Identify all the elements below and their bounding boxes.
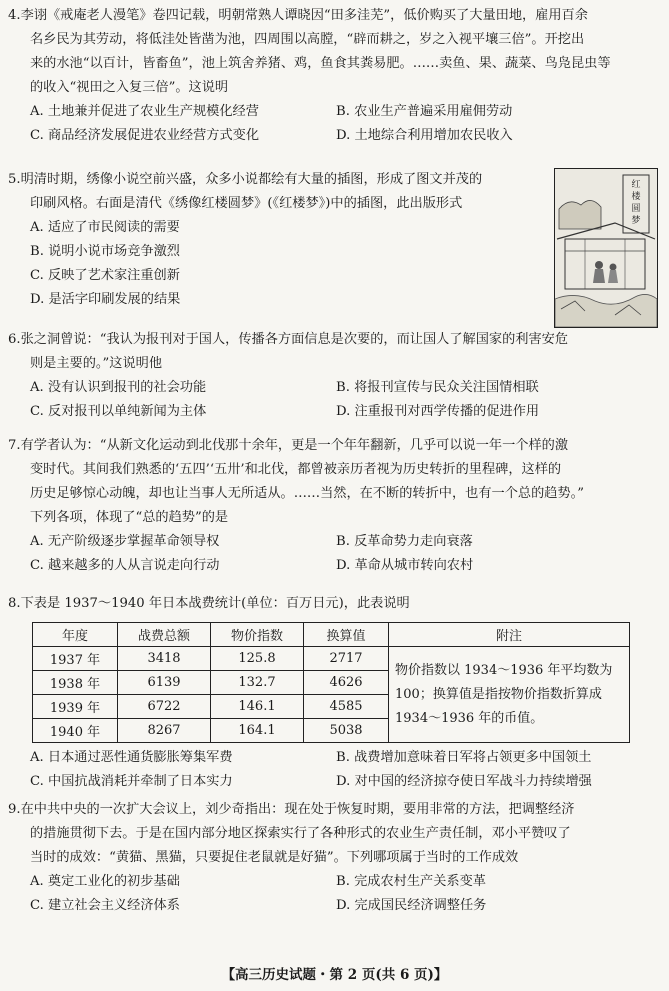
option-5b[interactable]: B. 说明小说市场竞争激烈 [30, 244, 180, 259]
question-9-options-row-2 [8, 894, 658, 918]
question-6-line-2: 则是主要的。”这说明他 [30, 356, 163, 371]
option-6d[interactable]: D. 注重报刊对西学传播的促进作用 [336, 404, 540, 419]
table-header-price-index: 物价指数 [211, 623, 304, 647]
question-7-line-1: 7.有学者认为：“从新文化运动到北伐那十余年，更是一个年年翻新，几乎可以说一年一个样的激 [8, 438, 569, 453]
table-header-total: 战费总额 [118, 623, 211, 647]
option-8a[interactable]: A. 日本通过恶性通货膨胀筹集军费 [30, 750, 233, 765]
table-header-year: 年度 [33, 623, 118, 647]
table-note-line-1: 物价指数以 1934～1936 年平均数为 [395, 662, 613, 678]
table-cell: 4585 [304, 695, 389, 719]
table-cell: 1939 年 [33, 695, 118, 719]
option-7a[interactable]: A. 无产阶级逐步掌握革命领导权 [30, 534, 220, 549]
option-4c[interactable]: C. 商品经济发展促进农业经营方式变化 [30, 128, 260, 143]
question-7-line-4: 下列各项，体现了“总的趋势”的是 [30, 510, 229, 525]
question-9 [8, 798, 658, 918]
question-7-line-3: 历史足够惊心动魄，却也让当事人无所适从。……当然，在不断的转折中，也有一个总的趋势。” [30, 486, 585, 501]
option-6c[interactable]: C. 反对报刊以单纯新闻为主体 [30, 404, 207, 419]
table-cell: 164.1 [211, 719, 304, 743]
table-row [33, 647, 630, 671]
option-6b[interactable]: B. 将报刊宣传与民众关注国情相联 [336, 380, 539, 395]
table-cell: 3418 [118, 647, 211, 671]
question-6 [8, 328, 658, 424]
question-4-line-3: 来的水池“以百计，皆畜鱼”，池上筑舍养猪、鸡，鱼食其粪易肥。……卖鱼、果、蔬菜、鸟凫昆虫等 [30, 56, 611, 71]
table-cell: 125.8 [211, 647, 304, 671]
question-8-options-row-1 [8, 746, 658, 770]
question-6-options-row-2 [8, 400, 658, 424]
question-8-options [8, 746, 658, 794]
question-4-line-1: 4.李诩《戒庵老人漫笔》卷四记载，明朝常熟人谭晓因“田多洼芜”，低价购买了大量田地，雇用百余 [8, 8, 588, 23]
question-9-line-3: 当时的成效：“黄猫、黑猫，只要捉住老鼠就是好猫”。下列哪项属于当时的工作成效 [30, 850, 519, 865]
novel-illustration-image [554, 168, 658, 328]
question-4-options-row-1 [8, 100, 658, 124]
table-note-line-3: 1934～1936 年的币值。 [395, 710, 544, 726]
option-5c[interactable]: C. 反映了艺术家注重创新 [30, 268, 180, 283]
table-cell: 1938 年 [33, 671, 118, 695]
question-6-line-1: 6.张之洞曾说：“我认为报刊对于国人，传播各方面信息是次要的，而让国人了解国家的利害安危 [8, 332, 569, 347]
option-9b[interactable]: B. 完成农村生产关系变革 [336, 874, 486, 889]
table-header-note: 附注 [389, 623, 630, 647]
question-4-line-4: 的收入“视田之入复三倍”。这说明 [30, 80, 229, 95]
table-cell: 4626 [304, 671, 389, 695]
option-5d[interactable]: D. 是活字印刷发展的结果 [30, 292, 181, 307]
option-8b[interactable]: B. 战费增加意味着日军将占领更多中国领土 [336, 750, 592, 765]
question-5-line-2: 印刷风格。右面是清代《绣像红楼圆梦》(《红楼梦》)中的插图，此出版形式 [30, 196, 463, 211]
table-header-row [33, 623, 630, 647]
question-9-line-1: 9.在中共中央的一次扩大会议上，刘少奇指出：现在处于恢复时期，要用非常的方法，把调整经济 [8, 802, 575, 817]
question-9-options-row-1 [8, 870, 658, 894]
table-cell: 1940 年 [33, 719, 118, 743]
table-cell: 1937 年 [33, 647, 118, 671]
table-cell: 2717 [304, 647, 389, 671]
illustration-caption-2: 楼 [631, 192, 641, 202]
page-footer: 【高三历史试题・第 2 页(共 6 页)】 [221, 967, 448, 983]
illustration-caption-1: 红 [631, 180, 641, 190]
option-4b[interactable]: B. 农业生产普遍采用雇佣劳动 [336, 104, 513, 119]
option-7d[interactable]: D. 革命从城市转向农村 [336, 558, 474, 573]
question-8 [8, 592, 658, 616]
illustration-drawing [555, 169, 657, 327]
table-cell: 6139 [118, 671, 211, 695]
question-6-options-row-1 [8, 376, 658, 400]
option-4a[interactable]: A. 土地兼并促进了农业生产规模化经营 [30, 104, 259, 119]
option-9c[interactable]: C. 建立社会主义经济体系 [30, 898, 180, 913]
option-7b[interactable]: B. 反革命势力走向衰落 [336, 534, 473, 549]
question-4 [8, 4, 658, 148]
option-9a[interactable]: A. 奠定工业化的初步基础 [30, 874, 180, 889]
illustration-caption-4: 梦 [631, 216, 641, 226]
question-8-line-1: 8.下表是 1937～1940 年日本战费统计(单位：百万日元)，此表说明 [8, 596, 410, 611]
question-8-options-row-2 [8, 770, 658, 794]
table-cell: 5038 [304, 719, 389, 743]
option-8d[interactable]: D. 对中国的经济掠夺使日军战斗力持续增强 [336, 774, 592, 789]
table-note-line-2: 100；换算值是指按物价指数折算成 [395, 686, 602, 702]
table-header-converted: 换算值 [304, 623, 389, 647]
question-4-options-row-2 [8, 124, 658, 148]
question-7 [8, 434, 658, 578]
table-cell: 8267 [118, 719, 211, 743]
option-6a[interactable]: A. 没有认识到报刊的社会功能 [30, 380, 207, 395]
question-4-line-2: 名乡民为其劳动，将低洼处皆凿为池，四周围以高膛，“辟而耕之，岁之入视平壤三倍”。开挖出 [30, 32, 585, 47]
option-8c[interactable]: C. 中国抗战消耗并牵制了日本实力 [30, 774, 233, 789]
question-9-line-2: 的措施贯彻下去。于是在国内部分地区探索实行了各种形式的农业生产责任制，邓小平赞叹了 [30, 826, 571, 841]
option-7c[interactable]: C. 越来越多的人从言说走向行动 [30, 558, 220, 573]
table-cell: 6722 [118, 695, 211, 719]
question-7-options-row-1 [8, 530, 658, 554]
question-7-line-2: 变时代。其间我们熟悉的‘五四’‘五卅’和北伐，都曾被亲历者视为历史转折的里程碑，这样的 [30, 462, 562, 477]
war-expense-table [32, 622, 630, 743]
table-cell: 146.1 [211, 695, 304, 719]
question-5-line-1: 5.明清时期，绣像小说空前兴盛，众多小说都绘有大量的插图，形成了图文并茂的 [8, 172, 483, 187]
option-5a[interactable]: A. 适应了市民阅读的需要 [30, 220, 180, 235]
option-9d[interactable]: D. 完成国民经济调整任务 [336, 898, 487, 913]
illustration-caption-3: 圆 [631, 204, 641, 214]
table-note-cell [389, 647, 630, 743]
question-7-options-row-2 [8, 554, 658, 578]
table-cell: 132.7 [211, 671, 304, 695]
option-4d[interactable]: D. 土地综合利用增加农民收入 [336, 128, 513, 143]
